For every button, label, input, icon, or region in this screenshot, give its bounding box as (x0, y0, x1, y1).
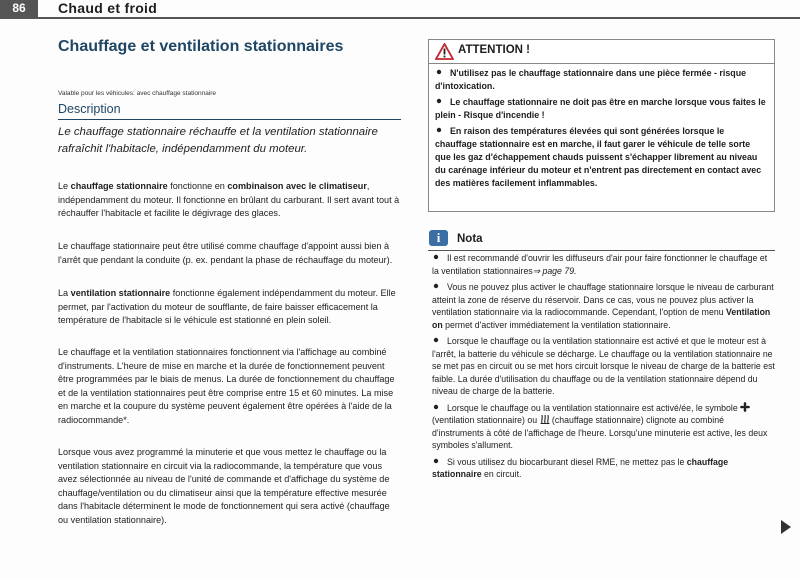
nota-rule (428, 250, 775, 251)
paragraph-4: Le chauffage et la ventilation stationnaires fonctionnent via l'affichage au combiné d'instruments. L'heure de mise en marche et la durée de fonctionnement peuvent être programmées par le biais de menus. La durée de fonctionnement du chauffage et de la ventilation stationnaires peut être comprise entre 15 et 60 minutes. La mise en marche et la coupure du système peuvent également être opérées à l'aide de la radiocommande*. (58, 347, 395, 425)
bullet-icon (437, 128, 441, 132)
attention-list (435, 67, 768, 193)
nota-item: Vous ne pouvez plus activer le chauffage stationnaire lorsque le niveau de carburant atteint la zone de réserve du réservoir. Dans ce cas, vous ne pouvez plus activer la ventilation stationnaire via la radiocommande. Cependant, l'option de menu Ventilation on permet d'activer immédiatement la ventilation stationnaire. (432, 282, 774, 330)
nota-item: Lorsque le chauffage ou la ventilation stationnaire est activé et que le moteur est à l'arrêt, la batterie du véhicule se décharge. Le chauffage ou la ventilation stationnaire ne se met pas en circuit ou se met hors circuit lorsque le niveau de charge de la batterie est faible. La durée d'utilisation du chauffage ou de la ventilation stationnaire dépend du niveau de charge de la batterie. (432, 336, 775, 396)
page-reference-link: ⇒ page 79. (532, 265, 577, 276)
nota-title: Nota (457, 233, 483, 245)
bullet-icon (434, 338, 438, 342)
attention-item: En raison des températures élevées qui sont générées lorsque le chauffage stationnaire est en marche, il faut garer le véhicule de telle sorte que les gaz d'échappement chauds puissent s'échapper librement au niveau du carénage inférieur du moteur et n'entrent pas directement en contact avec des matières facilement inflammables. (435, 126, 762, 188)
section-title: Chaud et froid (58, 0, 158, 16)
paragraph-1: Le chauffage stationnaire fonctionne en combinaison avec le climatiseur, indépendamment du moteur. Il fonctionne en brûlant du carburant. Il sert avant tout à réchauffer l'habitacle et facilite le dégivrage des glaces. (58, 181, 400, 219)
nota-item: Lorsque le chauffage ou la ventilation stationnaire est activé/ée, le symbole (ventilation stationnaire) ou (chauffage stationnaire) clignote au combiné d'instruments à côté de l'affichage de l'heure. Lorsqu'une minuterie est active, les deux symboles s'allument. (432, 402, 768, 450)
intro-text: Le chauffage stationnaire réchauffe et la ventilation stationnaire rafraîchit l'habitacle, indépendamment du moteur. (58, 126, 378, 155)
bullet-icon (434, 404, 438, 408)
paragraph-2: Le chauffage stationnaire peut être utilisé comme chauffage d'appoint aussi bien à l'arrêt que pendant la conduite (p. ex. pendant la phase de réchauffage du moteur). (58, 241, 393, 265)
nota-item: Il est recommandé d'ouvrir les diffuseurs d'air pour faire fonctionner le chauffage et la ventilation stationnaires⇒ page 79. (432, 253, 768, 276)
nota-item: Si vous utilisez du biocarburant diesel RME, ne mettez pas le chauffage stationnaire en circuit. (432, 456, 729, 479)
header-rule (0, 17, 800, 19)
page-number: 86 (0, 0, 38, 17)
attention-item: N'utilisez pas le chauffage stationnaire dans une pièce fermée - risque d'intoxication. (435, 68, 747, 91)
page-title: Chauffage et ventilation stationnaires (58, 38, 344, 55)
paragraph-5: Lorsque vous avez programmé la minuterie et que vous mettez le chauffage ou la ventilation stationnaire en circuit via la radiocommande, la température que vous avez sélectionnée au niveau de l'unité de commande et d'affichage du système de chauffage/ventilation ou du climatiseur ainsi que la température effective mesurée dans l'habitacle déterminent le mode de fonctionnement qui sera activé (chauffage ou ventilation stationnaire). (58, 447, 390, 525)
fan-icon (740, 402, 750, 412)
bullet-icon (434, 255, 438, 259)
bullet-icon (434, 284, 438, 288)
attention-box (428, 39, 775, 212)
nota-list (432, 252, 775, 485)
description-heading: Description (58, 102, 121, 116)
bullet-icon (434, 458, 438, 462)
bullet-icon (437, 99, 441, 103)
bullet-icon (437, 70, 441, 74)
next-page-arrow-icon (781, 520, 791, 534)
attention-title: ATTENTION ! (458, 44, 530, 56)
paragraph-3: La ventilation stationnaire fonctionne également indépendamment du moteur. Elle permet, par l'activation du moteur de soufflante, de faire baisser efficacement la température de l'habitacle si le véhicule est stationné en plein soleil. (58, 288, 396, 326)
validity-note: Valable pour les véhicules: avec chauffage stationnaire (58, 90, 217, 97)
description-rule (58, 119, 401, 120)
info-icon: i (429, 230, 448, 246)
warning-icon (435, 43, 454, 60)
heater-icon (540, 414, 550, 424)
attention-header (429, 40, 774, 64)
attention-item: Le chauffage stationnaire ne doit pas être en marche lorsque vous faites le plein - Risque d'incendie ! (435, 97, 766, 120)
